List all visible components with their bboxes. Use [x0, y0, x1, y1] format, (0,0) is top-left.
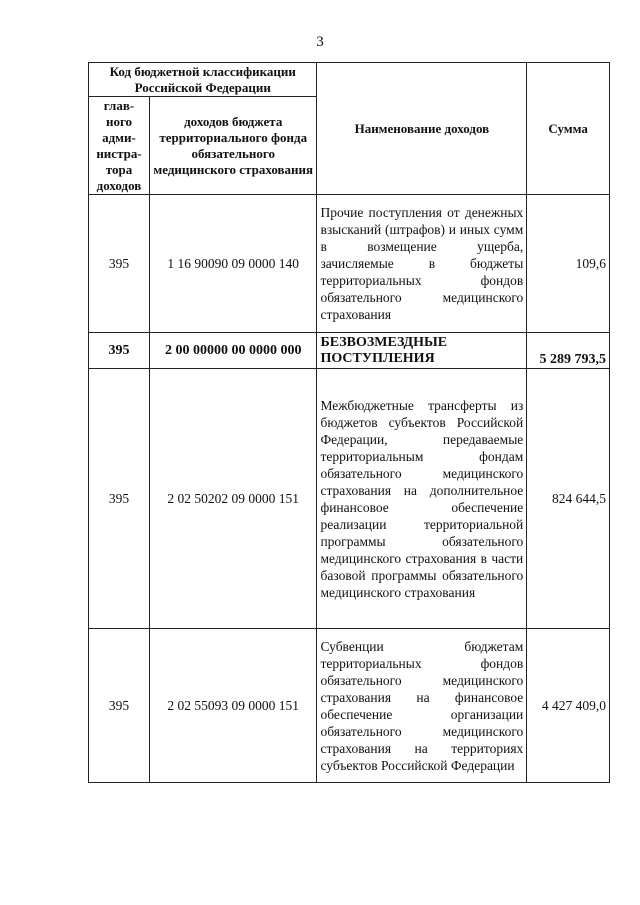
header-classification-code: Код бюджетной классификации Российской Федерации [89, 63, 317, 97]
table-row [89, 369, 610, 629]
row-budget-code: 2 02 50202 09 0000 151 [149, 369, 316, 629]
row-admin-code: 395 [89, 195, 150, 333]
header-sum: Сумма [527, 63, 610, 195]
header-admin [89, 97, 150, 195]
row-admin-code: 395 [89, 369, 150, 629]
header-admin-line: нистра- [96, 145, 142, 161]
row-sum: 4 427 409,0 [527, 629, 610, 783]
header-admin-line: тора [105, 161, 133, 177]
header-admin-line: адми- [102, 129, 136, 145]
row-budget-code: 2 02 55093 09 0000 151 [149, 629, 316, 783]
row-sum: 109,6 [527, 195, 610, 333]
header-admin-line: глав- [103, 97, 135, 113]
row-revenue-name: БЕЗВОЗМЕЗДНЫЕ ПОСТУПЛЕНИЯ [317, 333, 527, 369]
page-number: 3 [316, 34, 324, 50]
row-revenue-name: Субвенции бюджетам территориальных фондов обязательного медицинского страхования на финансовое обеспечение организации обязательного медицинского страхования на территориях субъектов Российской Федерации [317, 629, 527, 783]
row-revenue-name: Межбюджетные трансферты из бюджетов субъектов Российской Федерации, передаваемые территориальным фондам обязательного медицинского страхования на дополнительное финансовое обеспечение реализации территориальной программы обязательного медицинского страхования в части базовой программы обязательного медицинского страхования [317, 369, 527, 629]
table-row [89, 195, 610, 333]
table-row [89, 629, 610, 783]
table-header-row [89, 63, 610, 97]
table-row-total [89, 333, 610, 369]
header-revenue-name: Наименование доходов [317, 63, 527, 195]
row-revenue-name: Прочие поступления от денежных взысканий (штрафов) и иных сумм в возмещение ущерба, зачисляемые в бюджеты территориальных фондов обязательного медицинского страхования [317, 195, 527, 333]
row-budget-code: 1 16 90090 09 0000 140 [149, 195, 316, 333]
row-budget-code: 2 00 00000 00 0000 000 [149, 333, 316, 369]
row-admin-code: 395 [89, 333, 150, 369]
row-sum: 5 289 793,5 [527, 333, 610, 369]
header-budget-code: доходов бюджета территориального фонда обязательного медицинского страхования [149, 97, 316, 195]
header-admin-line: ного [105, 113, 133, 129]
header-admin-line: доходов [96, 177, 142, 193]
budget-revenue-table [88, 62, 610, 783]
row-sum: 824 644,5 [527, 369, 610, 629]
row-admin-code: 395 [89, 629, 150, 783]
